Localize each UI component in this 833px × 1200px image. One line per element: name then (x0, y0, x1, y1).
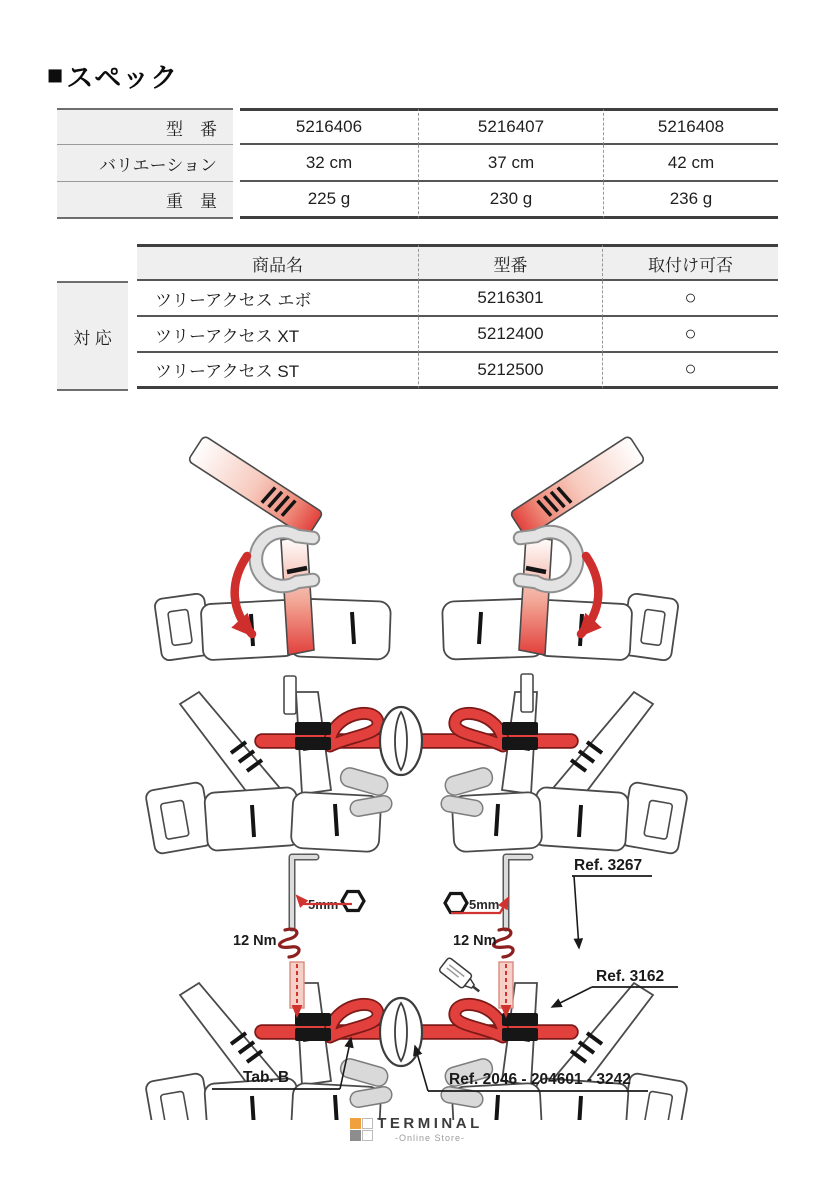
spec-row-label: 重 量 (57, 182, 233, 219)
torque-label-right: 12 Nm (453, 933, 497, 949)
logo-squares-icon (350, 1118, 373, 1141)
spec-row-label: 型 番 (57, 108, 233, 145)
top-strap-left (284, 676, 296, 714)
diagram-bridge-installed (145, 674, 688, 855)
compat-header: 型番 (418, 244, 602, 281)
center-ring (380, 998, 422, 1066)
allen-key-left (292, 857, 316, 928)
top-strap-right (521, 674, 533, 712)
spec-gap (233, 182, 240, 219)
logo-name: TERMINAL (377, 1115, 483, 1132)
compat-mark: ○ (602, 353, 778, 389)
logo-square-outline (362, 1130, 373, 1141)
spec-cell: 42 cm (603, 145, 778, 182)
ref-top-label: Ref. 3267 (574, 857, 643, 874)
diagram-threading-step (154, 435, 679, 661)
allen-key-right (506, 857, 530, 928)
ref-bottom-label: Ref. 2046 - 204601 - 3242 (449, 1071, 631, 1088)
ref-side-label: Ref. 3162 (596, 968, 665, 985)
insert-channel-left (290, 962, 304, 1016)
spec-cell: 236 g (603, 182, 778, 219)
compat-model: 5212500 (418, 353, 602, 389)
center-ring (380, 707, 422, 775)
compat-header: 商品名 (137, 244, 418, 281)
compat-mark: ○ (602, 281, 778, 317)
tab-b-label: Tab. B (243, 1069, 290, 1086)
title-square-icon: ■ (47, 60, 65, 90)
spec-cell: 5216408 (603, 108, 778, 145)
spec-gap (233, 145, 240, 182)
spec-row-label: バリエーション (57, 145, 233, 182)
logo-square-orange (350, 1118, 361, 1129)
spec-cell: 37 cm (418, 145, 603, 182)
diagram-torque-step (145, 857, 688, 1120)
spec-table (57, 108, 778, 219)
compat-product-name: ツリーアクセス XT (137, 317, 418, 353)
hex-nut-icon-left (342, 892, 364, 911)
spec-cell: 5216406 (240, 108, 418, 145)
callout-ref-3267 (572, 857, 652, 948)
hex-size-label-right: 5mm (469, 897, 500, 912)
compat-product-name: ツリーアクセス エボ (137, 281, 418, 317)
spec-cell: 32 cm (240, 145, 418, 182)
spec-gap (233, 108, 240, 145)
screw-icon-left (280, 929, 300, 957)
callout-ref-3162 (552, 968, 678, 1007)
compat-model: 5212400 (418, 317, 602, 353)
compat-table (137, 244, 778, 389)
torque-label-left: 12 Nm (233, 933, 277, 949)
page-title-text: スペック (66, 63, 179, 93)
hex-size-label-left: 5mm (308, 897, 339, 912)
glue-bottle-icon (439, 957, 485, 998)
instruction-diagrams (0, 428, 833, 1120)
insert-channel-right (499, 962, 513, 1016)
logo-square-outline (362, 1118, 373, 1129)
compat-product-name: ツリーアクセス ST (137, 353, 418, 389)
page-title (47, 56, 178, 95)
spec-cell: 230 g (418, 182, 603, 219)
spec-cell: 225 g (240, 182, 418, 219)
logo-subtitle: -Online Store- (394, 1132, 466, 1143)
compat-side-label: 対 応 (57, 281, 128, 391)
spec-cell: 5216407 (418, 108, 603, 145)
store-logo (0, 1116, 833, 1143)
compat-header: 取付け可否 (602, 244, 778, 281)
hex-nut-icon-right (445, 894, 467, 913)
compat-mark: ○ (602, 317, 778, 353)
logo-square-gray (350, 1130, 361, 1141)
compat-model: 5216301 (418, 281, 602, 317)
